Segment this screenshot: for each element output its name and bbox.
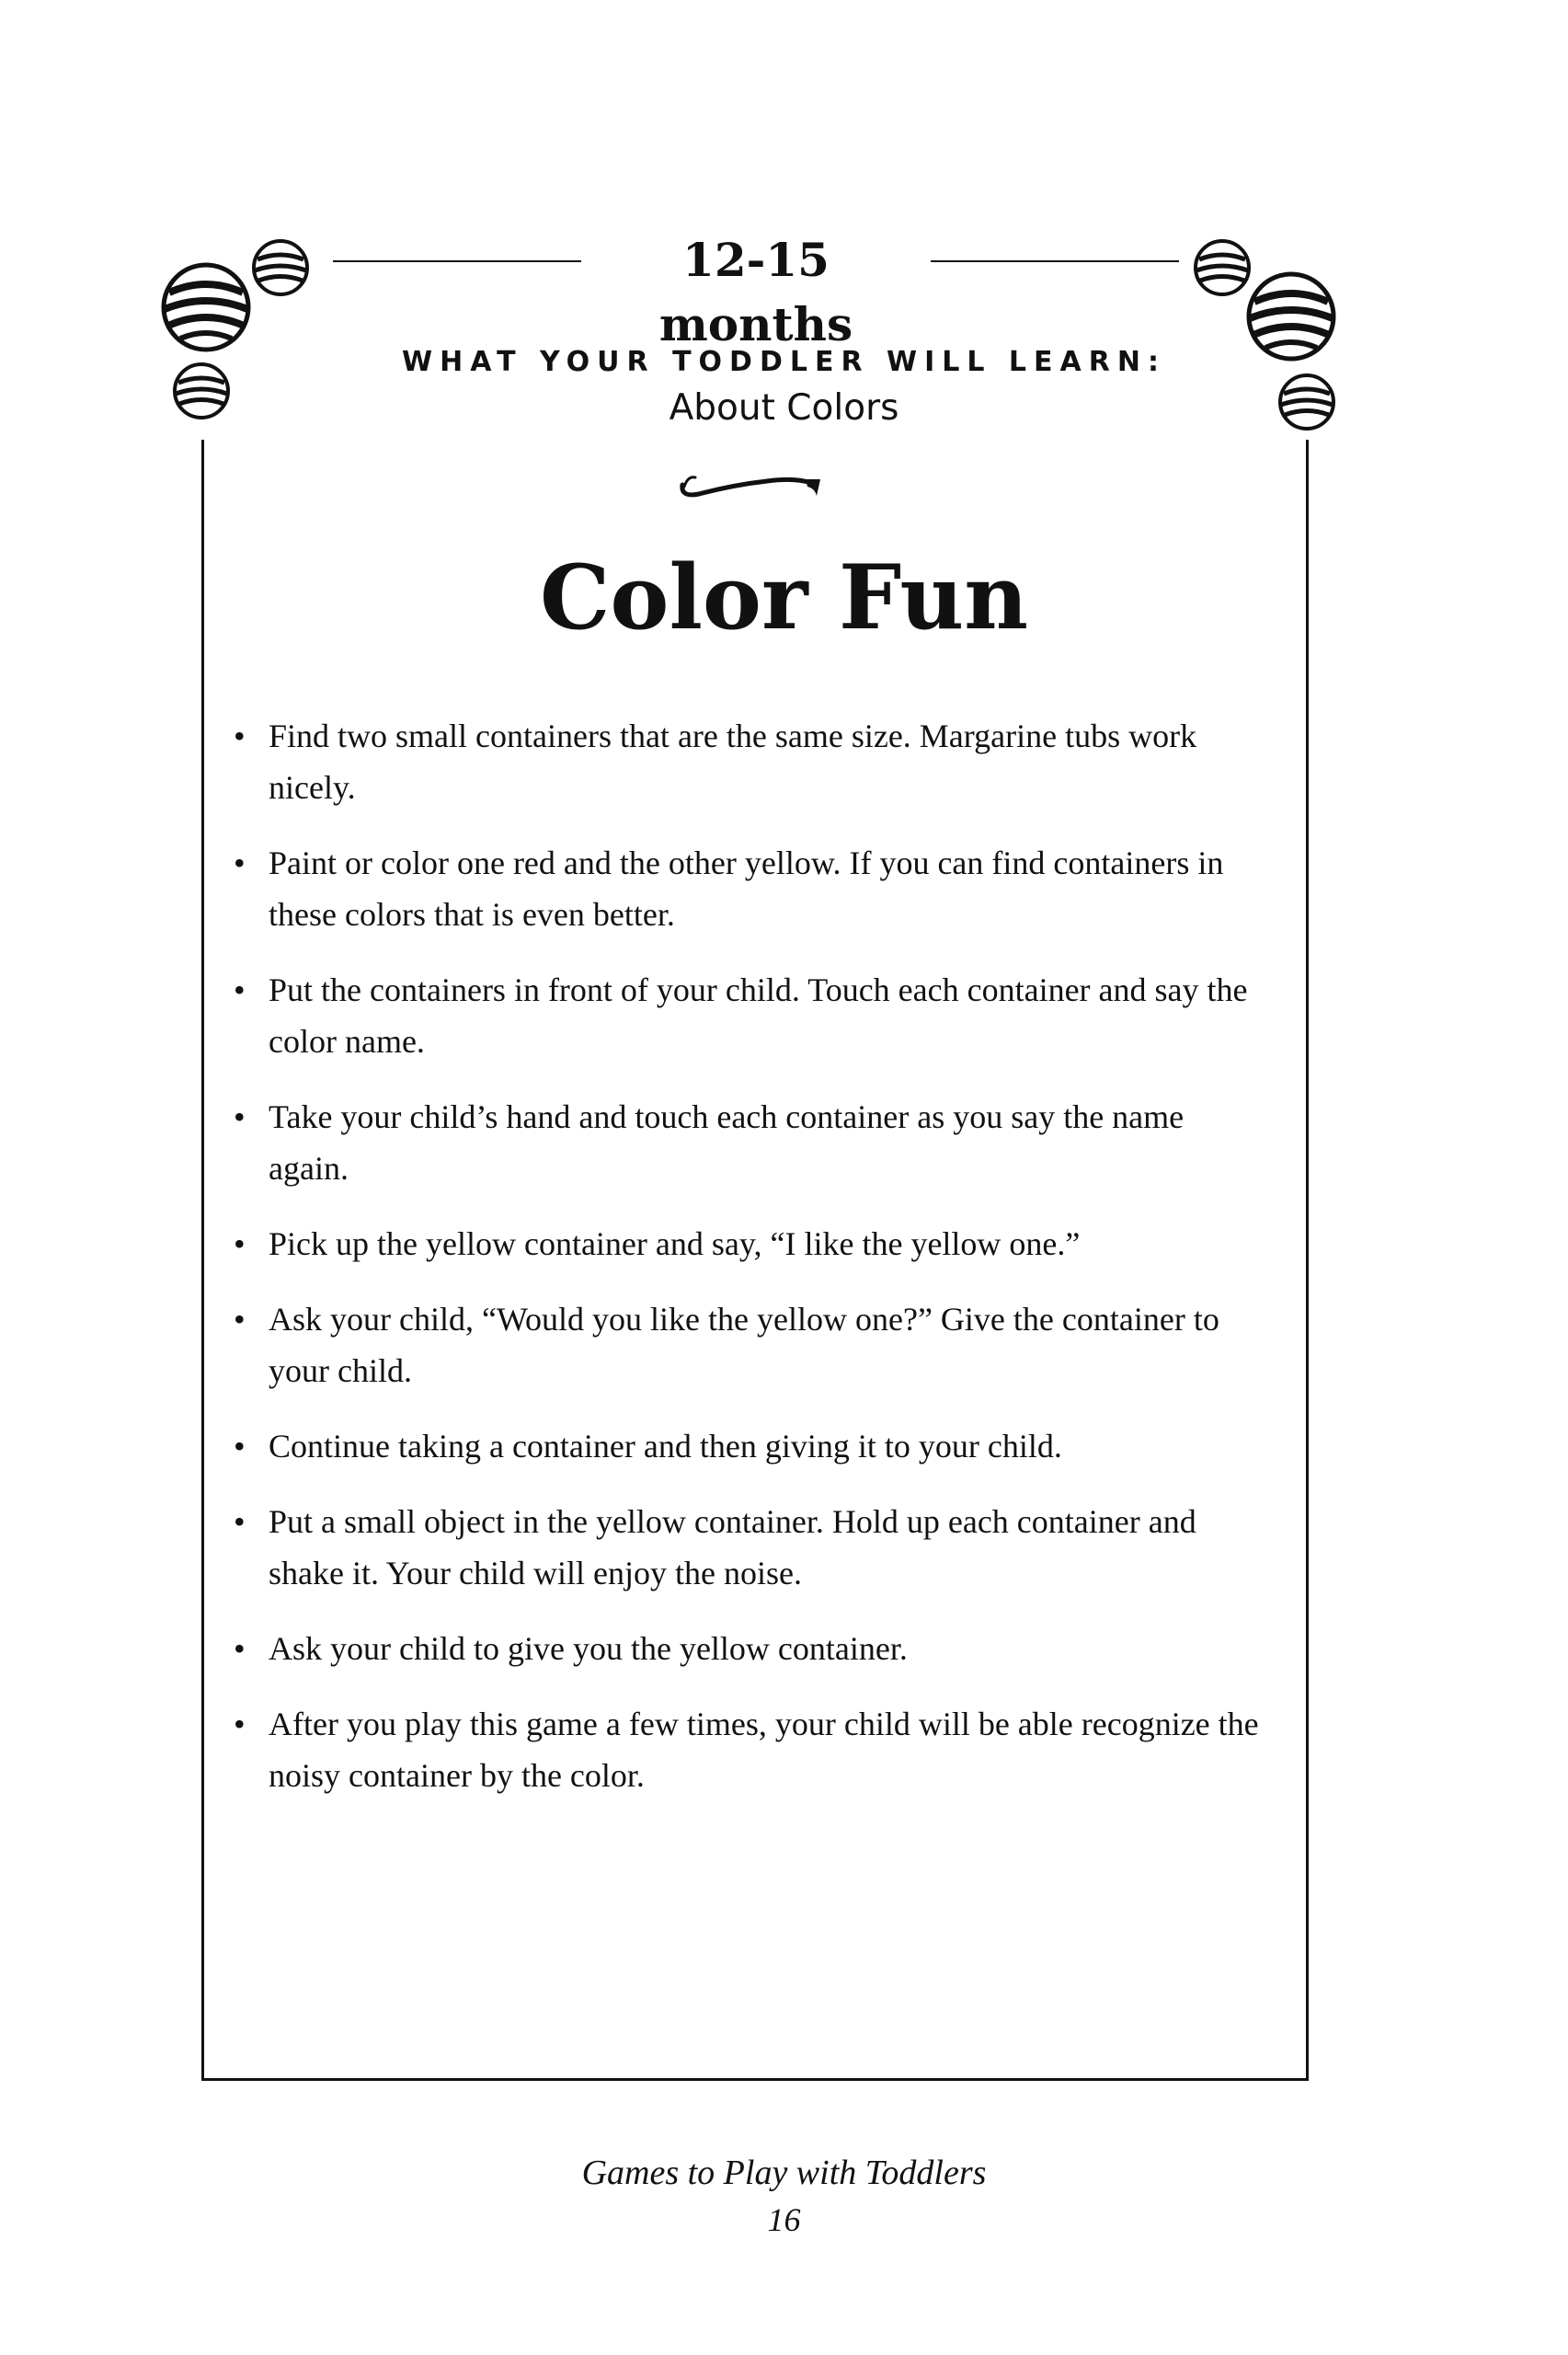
step-text: Find two small containers that are the same size. Margarine tubs work nicely.	[269, 718, 1197, 806]
bullet-icon: •	[234, 1630, 246, 1667]
bullet-icon: •	[234, 971, 246, 1008]
step-text: Put the containers in front of your child. Touch each container and say the color name.	[269, 971, 1248, 1060]
header-rule-right	[931, 260, 1179, 262]
frame-left-border	[201, 440, 204, 2081]
list-item	[234, 710, 1264, 813]
frame-right-border	[1306, 440, 1309, 2081]
age-range-header	[0, 228, 1568, 351]
bullet-icon: •	[234, 1098, 246, 1135]
bullet-icon: •	[234, 1503, 246, 1540]
bullet-icon: •	[234, 1301, 246, 1338]
footer-book-title: Games to Play with Toddlers	[581, 2154, 987, 2192]
step-text: After you play this game a few times, your child will be able recognize the noisy container by the color.	[269, 1706, 1259, 1794]
age-range-label: 12-15 months	[658, 233, 853, 351]
frame-bottom-border	[201, 2078, 1309, 2081]
activity-title: Color Fun	[540, 546, 1028, 649]
step-text: Continue taking a container and then giving it to your child.	[269, 1428, 1062, 1465]
list-item	[234, 1293, 1264, 1396]
step-text: Ask your child, “Would you like the yellow one?” Give the container to your child.	[269, 1301, 1219, 1389]
list-item	[234, 1420, 1264, 1472]
list-item	[234, 1698, 1264, 1801]
bullet-icon: •	[234, 1225, 246, 1262]
step-text: Paint or color one red and the other yellow. If you can find containers in these colors that is even better.	[269, 844, 1224, 933]
learn-heading: WHAT YOUR TODDLER WILL LEARN:	[402, 346, 1166, 378]
swash-divider-icon	[679, 465, 826, 501]
bullet-icon: •	[234, 1428, 246, 1465]
list-item	[234, 1091, 1264, 1194]
learn-topic: About Colors	[669, 387, 899, 429]
list-item	[234, 1623, 1264, 1674]
list-item	[234, 837, 1264, 940]
step-text: Pick up the yellow container and say, “I like the yellow one.”	[269, 1225, 1081, 1262]
bullet-icon: •	[234, 718, 246, 754]
list-item	[234, 1496, 1264, 1599]
bullet-icon: •	[234, 844, 246, 881]
step-text: Take your child’s hand and touch each container as you say the name again.	[269, 1098, 1185, 1187]
list-item	[234, 1218, 1264, 1269]
step-text: Ask your child to give you the yellow container.	[269, 1630, 908, 1667]
header-rule-left	[333, 260, 581, 262]
activity-steps-list	[234, 710, 1264, 1825]
bullet-icon: •	[234, 1706, 246, 1742]
page-number: 16	[767, 2201, 801, 2238]
step-text: Put a small object in the yellow container. Hold up each container and shake it. Your child will enjoy the noise.	[269, 1503, 1196, 1591]
list-item	[234, 964, 1264, 1067]
